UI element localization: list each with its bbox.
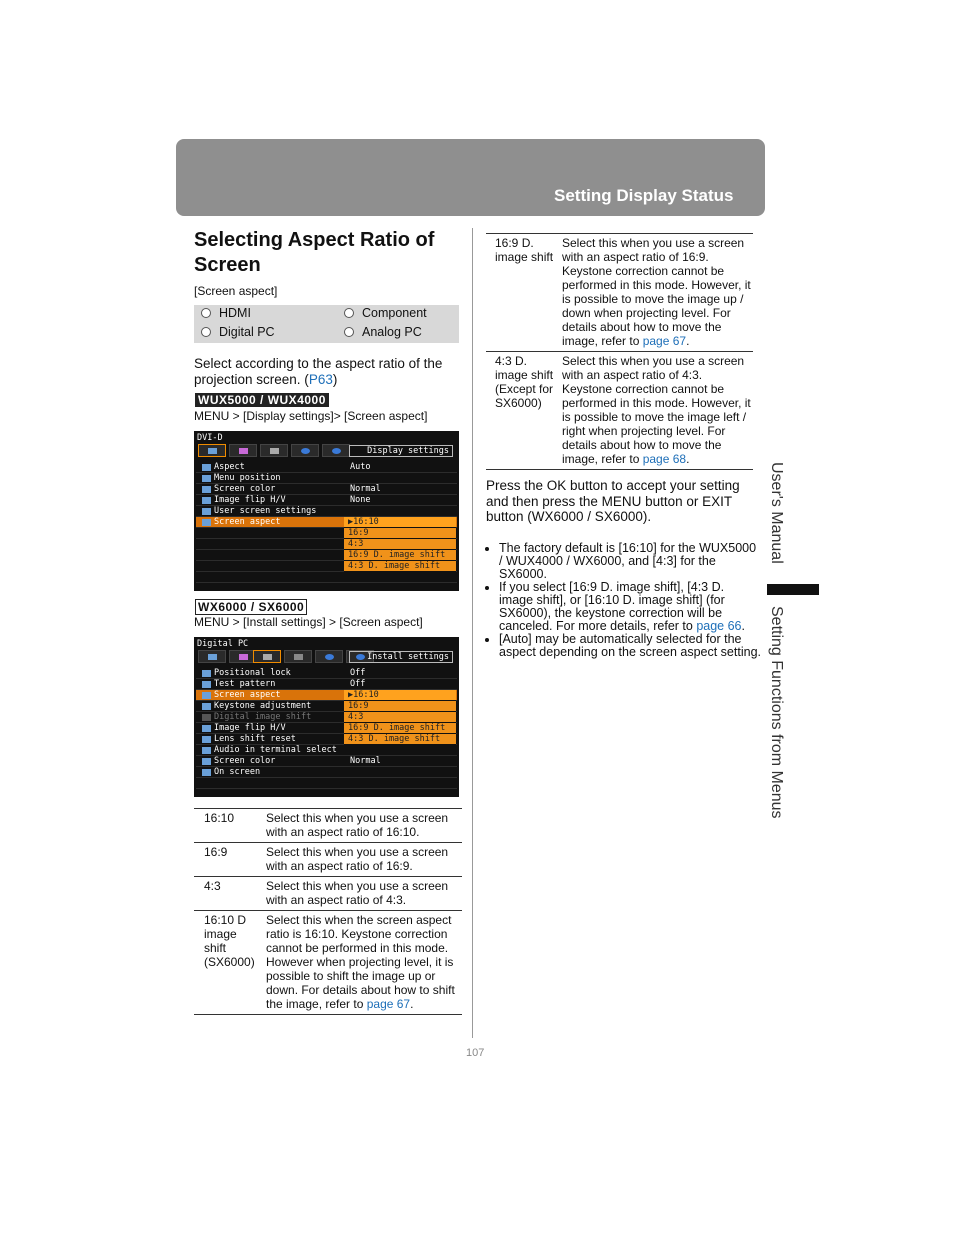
circle-icon: [344, 327, 354, 337]
section-title: Setting Display Status: [554, 186, 734, 205]
page-heading: Selecting Aspect Ratio of Screen: [194, 229, 435, 276]
model-badge-wux: WUX5000 / WUX4000: [195, 393, 329, 407]
osd-option: 16:9 D. image shift: [344, 550, 456, 561]
osd-option: 16:9: [344, 701, 456, 712]
osd-tab-install: [253, 650, 281, 663]
osd-option: 16:9 D. image shift: [344, 723, 456, 734]
osd-tab-display: [198, 444, 226, 457]
osd-row: Screen color Normal: [196, 484, 457, 495]
osd-row: Image flip H/V None: [196, 495, 457, 506]
list-item: • [Auto] may be automatically selected for the aspect depending on the screen aspect setting.: [499, 633, 761, 659]
osd-tab-image: [229, 444, 257, 457]
osd-row-disabled: Digital image shift: [196, 712, 457, 723]
osd-display-settings: [194, 431, 459, 591]
table-key: 16:9: [204, 845, 228, 859]
menu-item-label: [Screen aspect]: [194, 284, 278, 298]
osd-row-selected: Screen aspect: [196, 517, 457, 528]
table-key: 16:10 D image shift (SX6000): [204, 913, 255, 969]
osd-option: ▶16:10: [344, 517, 456, 528]
side-marker: [767, 584, 819, 595]
osd-section-name: Display settings: [349, 445, 453, 457]
circle-icon: [344, 308, 354, 318]
menu-key: MENU: [601, 493, 642, 509]
aspect-table-right: [486, 233, 753, 470]
ok-key: OK: [546, 478, 567, 493]
osd-tab-install: [260, 444, 288, 457]
osd-row: Menu position: [196, 473, 457, 484]
column-divider: [472, 228, 473, 1038]
table-key: 16:10: [204, 811, 235, 825]
press-instruction: Press the OK button to accept your setting and then press the MENU button or EXIT button (WX6000 / SX6000).: [486, 478, 740, 524]
list-item: • The factory default is [16:10] for the WUX5000 / WUX4000 / WX6000, and [4:3] for the SX6000.: [499, 542, 761, 581]
osd-row: User screen settings: [196, 506, 457, 517]
side-manual-label: User's Manual: [768, 462, 785, 564]
osd-row: Keystone adjustment: [196, 701, 457, 712]
page-number: 107: [466, 1047, 485, 1059]
table-key: 4:3 D. image shift (Except for SX6000): [495, 354, 554, 410]
link-page-67[interactable]: page 67: [642, 334, 687, 348]
table-row: [194, 809, 462, 843]
osd-row: [196, 572, 457, 583]
osd-tab-system: [315, 650, 343, 663]
circle-icon: [201, 327, 211, 337]
table-row: [194, 911, 462, 1015]
side-section-label: Setting Functions from Menus: [768, 606, 785, 819]
model-badge-wx: WX6000 / SX6000: [195, 599, 307, 615]
osd-tab-info: [322, 444, 350, 457]
osd-row: Test pattern Off: [196, 679, 457, 690]
table-row: [486, 352, 753, 470]
osd-row: Audio in terminal select: [196, 745, 457, 756]
table-row: [486, 234, 753, 352]
link-page-68[interactable]: page 68: [642, 452, 687, 466]
osd-option: ▶16:10: [344, 690, 456, 701]
osd-option: 4:3 D. image shift: [344, 561, 456, 572]
table-desc: Select this when you use a screen with an aspect ratio of 16:9. Keystone correction cannot be performed in this mode. However, it is possible to move the image up / down when projecting level. For details about how to move the image, refer to page 67.: [562, 236, 751, 348]
notes-list: [486, 542, 761, 659]
menu-path-a: MENU > [Display settings]> [Screen aspect]: [194, 409, 428, 423]
osd-row: Screen color Normal: [196, 756, 457, 767]
osd-row: [196, 778, 457, 789]
table-desc: Select this when the screen aspect ratio is 16:10. Keystone correction cannot be performed in this mode. However when projecting level, it is possible to shift the image up or down. For details about how to shift the image, refer to page 67.: [266, 913, 455, 1011]
table-desc: Select this when you use a screen with an aspect ratio of 16:9.: [266, 845, 449, 873]
osd-row: Positional lock Off: [196, 668, 457, 679]
intro-text: Select according to the aspect ratio of the projection screen. (P63): [194, 356, 443, 387]
exit-key: EXIT: [702, 493, 732, 509]
osd-row: On screen: [196, 767, 457, 778]
osd-option: 4:3 D. image shift: [344, 734, 456, 745]
table-row: [194, 843, 462, 877]
osd-source: Digital PC: [197, 639, 249, 649]
table-row: [194, 877, 462, 911]
table-desc: Select this when you use a screen with an aspect ratio of 4:3.: [266, 879, 449, 907]
osd-row-selected: Screen aspect: [196, 690, 457, 701]
list-item: • If you select [16:9 D. image shift], [4:3 D. image shift], or [16:10 D. image shift] (for SX6000), the keystone correction will be canceled. For more details, refer to page 66.: [499, 581, 761, 633]
input-signals: [194, 305, 459, 343]
table-desc: Select this when you use a screen with an aspect ratio of 16:10.: [266, 811, 449, 839]
input-analog-pc: Analog PC: [344, 325, 422, 339]
osd-tab-network: [284, 650, 312, 663]
link-page-66[interactable]: page 66: [696, 619, 742, 633]
menu-path-b: MENU > [Install settings] > [Screen aspect]: [194, 615, 423, 629]
link-p63[interactable]: P63: [308, 372, 333, 387]
input-component: Component: [344, 306, 427, 320]
osd-option: 16:9: [344, 528, 456, 539]
table-key: 4:3: [204, 879, 221, 893]
osd-option: 4:3: [344, 539, 456, 550]
osd-section-name: Install settings: [349, 651, 453, 663]
input-hdmi: HDMI: [201, 306, 251, 320]
osd-tab-display: [198, 650, 226, 663]
osd-row: Lens shift reset: [196, 734, 457, 745]
circle-icon: [201, 308, 211, 318]
aspect-table-left: [194, 808, 462, 1015]
osd-row: Aspect Auto: [196, 462, 457, 473]
osd-source: DVI-D: [197, 433, 223, 443]
osd-tab-system: [291, 444, 319, 457]
table-key: 16:9 D. image shift: [495, 236, 554, 264]
osd-row: Image flip H/V: [196, 723, 457, 734]
osd-option: 4:3: [344, 712, 456, 723]
input-digital-pc: Digital PC: [201, 325, 275, 339]
osd-install-settings: [194, 637, 459, 797]
link-page-67[interactable]: page 67: [366, 997, 411, 1011]
table-desc: Select this when you use a screen with an aspect ratio of 4:3. Keystone correction cannot be performed in this mode. However, it is possible to move the image left / right when projecting level. For details about how to move the image, refer to page 68.: [562, 354, 751, 466]
